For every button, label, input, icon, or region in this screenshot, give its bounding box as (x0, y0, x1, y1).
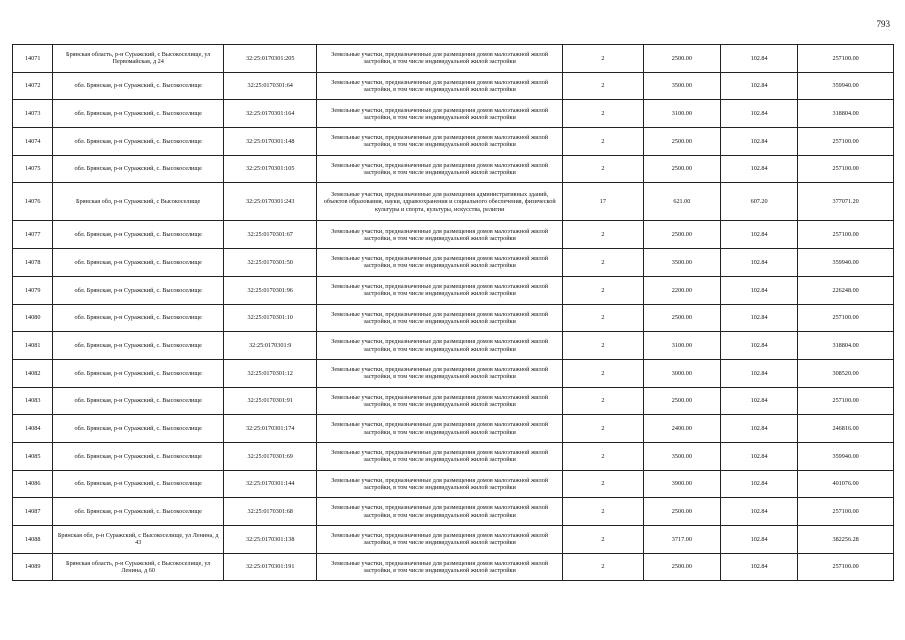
table-row (13, 332, 894, 360)
cadastral-value-cell: 257100.00 (798, 304, 894, 332)
row-id-cell: 14083 (13, 387, 53, 415)
row-id-cell: 14082 (13, 359, 53, 387)
address-cell: обл. Брянская, р-н Суражский, с. Высокоселище (53, 498, 224, 526)
area-cell: 3500.00 (643, 442, 720, 470)
unit-value-cell: 102.84 (720, 332, 797, 360)
unit-value-cell: 102.84 (720, 359, 797, 387)
use-group-cell: 2 (563, 72, 644, 100)
land-use-cell: Земельные участки, предназначенные для размещения домов малоэтажной жилой застройки, в том числе индивидуальной жилой застройки (317, 100, 563, 128)
land-use-cell: Земельные участки, предназначенные для размещения домов малоэтажной жилой застройки, в том числе индивидуальной жилой застройки (317, 249, 563, 277)
address-cell: обл. Брянская, р-н Суражский, с. Высокоселище (53, 359, 224, 387)
use-group-cell: 2 (563, 221, 644, 249)
cadastral-number-cell: 32:25:0170301:67 (224, 221, 317, 249)
cadastral-number-cell: 32:25:0170301:96 (224, 276, 317, 304)
table-row (13, 221, 894, 249)
unit-value-cell: 102.84 (720, 155, 797, 183)
use-group-cell: 2 (563, 276, 644, 304)
area-cell: 3500.00 (643, 249, 720, 277)
address-cell: обл. Брянская, р-н Суражский, с. Высокоселище (53, 100, 224, 128)
address-cell: обл. Брянская, р-н Суражский, с. Высокоселище (53, 470, 224, 498)
area-cell: 3500.00 (643, 72, 720, 100)
address-cell: обл. Брянская, р-н Суражский, с. Высокоселище (53, 221, 224, 249)
page-number: 793 (876, 19, 890, 29)
address-cell: Брянская обл, р-н Суражский, с Высокоселище, ул Ленина, д 43 (53, 526, 224, 554)
cadastral-value-cell: 308520.00 (798, 359, 894, 387)
cadastral-number-cell: 32:25:0170301:191 (224, 553, 317, 581)
use-group-cell: 2 (563, 470, 644, 498)
row-id-cell: 14077 (13, 221, 53, 249)
cadastral-value-cell: 359940.00 (798, 442, 894, 470)
table-body (13, 45, 894, 581)
cadastral-number-cell: 32:25:0170301:69 (224, 442, 317, 470)
cadastral-number-cell: 32:25:0170301:243 (224, 183, 317, 221)
row-id-cell: 14071 (13, 45, 53, 73)
table-row (13, 128, 894, 156)
cadastral-number-cell: 32:25:0170301:12 (224, 359, 317, 387)
table-row (13, 470, 894, 498)
row-id-cell: 14076 (13, 183, 53, 221)
cadastral-value-cell: 359940.00 (798, 72, 894, 100)
land-use-cell: Земельные участки, предназначенные для размещения домов малоэтажной жилой застройки, в том числе индивидуальной жилой застройки (317, 526, 563, 554)
use-group-cell: 2 (563, 128, 644, 156)
area-cell: 2500.00 (643, 45, 720, 73)
cadastral-value-cell: 257100.00 (798, 45, 894, 73)
land-use-cell: Земельные участки, предназначенные для размещения административных зданий, объектов образования, науки, здравоохранения и социального обеспечения, физической культуры и спорта, культуры, искусства, религии (317, 183, 563, 221)
cadastral-number-cell: 32:25:0170301:91 (224, 387, 317, 415)
area-cell: 2200.00 (643, 276, 720, 304)
address-cell: Брянская обл, р-н Суражский, с Высокоселище (53, 183, 224, 221)
use-group-cell: 2 (563, 359, 644, 387)
table-row (13, 276, 894, 304)
row-id-cell: 14075 (13, 155, 53, 183)
use-group-cell: 2 (563, 100, 644, 128)
address-cell: обл. Брянская, р-н Суражский, с. Высокоселище (53, 249, 224, 277)
land-use-cell: Земельные участки, предназначенные для размещения домов малоэтажной жилой застройки, в том числе индивидуальной жилой застройки (317, 415, 563, 443)
land-use-cell: Земельные участки, предназначенные для размещения домов малоэтажной жилой застройки, в том числе индивидуальной жилой застройки (317, 332, 563, 360)
cadastral-number-cell: 32:25:0170301:10 (224, 304, 317, 332)
row-id-cell: 14086 (13, 470, 53, 498)
cadastral-value-cell: 257100.00 (798, 498, 894, 526)
cadastral-number-cell: 32:25:0170301:148 (224, 128, 317, 156)
row-id-cell: 14078 (13, 249, 53, 277)
cadastral-number-cell: 32:25:0170301:138 (224, 526, 317, 554)
address-cell: Брянская область, р-н Суражский, с Высокоселище, ул Первомайская, д 24 (53, 45, 224, 73)
cadastral-value-cell: 257100.00 (798, 387, 894, 415)
area-cell: 2500.00 (643, 155, 720, 183)
cadastral-value-cell: 377071.20 (798, 183, 894, 221)
area-cell: 2500.00 (643, 498, 720, 526)
use-group-cell: 2 (563, 553, 644, 581)
table-row (13, 72, 894, 100)
area-cell: 621.00 (643, 183, 720, 221)
use-group-cell: 17 (563, 183, 644, 221)
row-id-cell: 14074 (13, 128, 53, 156)
unit-value-cell: 102.84 (720, 526, 797, 554)
table-row (13, 183, 894, 221)
table-row (13, 415, 894, 443)
cadastral-number-cell: 32:25:0170301:68 (224, 498, 317, 526)
land-use-cell: Земельные участки, предназначенные для размещения домов малоэтажной жилой застройки, в том числе индивидуальной жилой застройки (317, 128, 563, 156)
cadastral-number-cell: 32:25:0170301:9 (224, 332, 317, 360)
use-group-cell: 2 (563, 304, 644, 332)
land-use-cell: Земельные участки, предназначенные для размещения домов малоэтажной жилой застройки, в том числе индивидуальной жилой застройки (317, 45, 563, 73)
address-cell: обл. Брянская, р-н Суражский, с. Высокоселище (53, 276, 224, 304)
unit-value-cell: 102.84 (720, 442, 797, 470)
land-use-cell: Земельные участки, предназначенные для размещения домов малоэтажной жилой застройки, в том числе индивидуальной жилой застройки (317, 470, 563, 498)
cadastral-value-cell: 318804.00 (798, 100, 894, 128)
unit-value-cell: 102.84 (720, 100, 797, 128)
row-id-cell: 14079 (13, 276, 53, 304)
area-cell: 3100.00 (643, 332, 720, 360)
area-cell: 3900.00 (643, 470, 720, 498)
cadastral-number-cell: 32:25:0170301:174 (224, 415, 317, 443)
table-row (13, 304, 894, 332)
cadastral-value-table (12, 44, 894, 581)
table-row (13, 498, 894, 526)
land-use-cell: Земельные участки, предназначенные для размещения домов малоэтажной жилой застройки, в том числе индивидуальной жилой застройки (317, 498, 563, 526)
unit-value-cell: 102.84 (720, 387, 797, 415)
unit-value-cell: 102.84 (720, 553, 797, 581)
table-row (13, 387, 894, 415)
address-cell: Брянская область, р-н Суражский, с Высокоселище, ул Ленина, д 60 (53, 553, 224, 581)
cadastral-number-cell: 32:25:0170301:50 (224, 249, 317, 277)
table-row (13, 45, 894, 73)
use-group-cell: 2 (563, 45, 644, 73)
use-group-cell: 2 (563, 387, 644, 415)
land-use-cell: Земельные участки, предназначенные для размещения домов малоэтажной жилой застройки, в том числе индивидуальной жилой застройки (317, 387, 563, 415)
address-cell: обл. Брянская, р-н Суражский, с. Высокоселище (53, 72, 224, 100)
address-cell: обл. Брянская, р-н Суражский, с. Высокоселище (53, 155, 224, 183)
land-use-cell: Земельные участки, предназначенные для размещения домов малоэтажной жилой застройки, в том числе индивидуальной жилой застройки (317, 221, 563, 249)
land-use-cell: Земельные участки, предназначенные для размещения домов малоэтажной жилой застройки, в том числе индивидуальной жилой застройки (317, 72, 563, 100)
cadastral-number-cell: 32:25:0170301:144 (224, 470, 317, 498)
cadastral-value-cell: 257100.00 (798, 155, 894, 183)
address-cell: обл. Брянская, р-н Суражский, с. Высокоселище (53, 304, 224, 332)
unit-value-cell: 102.84 (720, 304, 797, 332)
row-id-cell: 14089 (13, 553, 53, 581)
unit-value-cell: 102.84 (720, 249, 797, 277)
use-group-cell: 2 (563, 249, 644, 277)
area-cell: 3717.00 (643, 526, 720, 554)
cadastral-value-cell: 257100.00 (798, 128, 894, 156)
row-id-cell: 14084 (13, 415, 53, 443)
use-group-cell: 2 (563, 332, 644, 360)
unit-value-cell: 607.20 (720, 183, 797, 221)
cadastral-value-cell: 246816.00 (798, 415, 894, 443)
table-row (13, 249, 894, 277)
cadastral-value-cell: 318804.00 (798, 332, 894, 360)
cadastral-number-cell: 32:25:0170301:205 (224, 45, 317, 73)
area-cell: 2500.00 (643, 387, 720, 415)
unit-value-cell: 102.84 (720, 128, 797, 156)
area-cell: 2500.00 (643, 553, 720, 581)
row-id-cell: 14080 (13, 304, 53, 332)
land-use-cell: Земельные участки, предназначенные для размещения домов малоэтажной жилой застройки, в том числе индивидуальной жилой застройки (317, 276, 563, 304)
cadastral-number-cell: 32:25:0170301:64 (224, 72, 317, 100)
land-use-cell: Земельные участки, предназначенные для размещения домов малоэтажной жилой застройки, в том числе индивидуальной жилой застройки (317, 155, 563, 183)
cadastral-value-cell: 401076.00 (798, 470, 894, 498)
use-group-cell: 2 (563, 155, 644, 183)
table-row (13, 553, 894, 581)
address-cell: обл. Брянская, р-н Суражский, с. Высокоселище (53, 387, 224, 415)
unit-value-cell: 102.84 (720, 45, 797, 73)
cadastral-value-cell: 382256.28 (798, 526, 894, 554)
land-use-cell: Земельные участки, предназначенные для размещения домов малоэтажной жилой застройки, в том числе индивидуальной жилой застройки (317, 359, 563, 387)
use-group-cell: 2 (563, 415, 644, 443)
table-row (13, 526, 894, 554)
land-use-cell: Земельные участки, предназначенные для размещения домов малоэтажной жилой застройки, в том числе индивидуальной жилой застройки (317, 304, 563, 332)
unit-value-cell: 102.84 (720, 498, 797, 526)
area-cell: 3000.00 (643, 359, 720, 387)
address-cell: обл. Брянская, р-н Суражский, с. Высокоселище (53, 332, 224, 360)
use-group-cell: 2 (563, 526, 644, 554)
use-group-cell: 2 (563, 498, 644, 526)
row-id-cell: 14088 (13, 526, 53, 554)
cadastral-number-cell: 32:25:0170301:164 (224, 100, 317, 128)
cadastral-value-cell: 257100.00 (798, 553, 894, 581)
unit-value-cell: 102.84 (720, 415, 797, 443)
unit-value-cell: 102.84 (720, 276, 797, 304)
unit-value-cell: 102.84 (720, 470, 797, 498)
unit-value-cell: 102.84 (720, 72, 797, 100)
area-cell: 2500.00 (643, 221, 720, 249)
row-id-cell: 14087 (13, 498, 53, 526)
area-cell: 3100.00 (643, 100, 720, 128)
table-row (13, 442, 894, 470)
land-use-cell: Земельные участки, предназначенные для размещения домов малоэтажной жилой застройки, в том числе индивидуальной жилой застройки (317, 442, 563, 470)
address-cell: обл. Брянская, р-н Суражский, с. Высокоселище (53, 442, 224, 470)
row-id-cell: 14072 (13, 72, 53, 100)
table-row (13, 100, 894, 128)
area-cell: 2500.00 (643, 304, 720, 332)
row-id-cell: 14085 (13, 442, 53, 470)
table-row (13, 155, 894, 183)
land-use-cell: Земельные участки, предназначенные для размещения домов малоэтажной жилой застройки, в том числе индивидуальной жилой застройки (317, 553, 563, 581)
unit-value-cell: 102.84 (720, 221, 797, 249)
cadastral-value-cell: 257100.00 (798, 221, 894, 249)
cadastral-value-cell: 359940.00 (798, 249, 894, 277)
area-cell: 2400.00 (643, 415, 720, 443)
address-cell: обл. Брянская, р-н Суражский, с. Высокоселище (53, 415, 224, 443)
table-row (13, 359, 894, 387)
address-cell: обл. Брянская, р-н Суражский, с. Высокоселище (53, 128, 224, 156)
row-id-cell: 14073 (13, 100, 53, 128)
row-id-cell: 14081 (13, 332, 53, 360)
area-cell: 2500.00 (643, 128, 720, 156)
cadastral-number-cell: 32:25:0170301:105 (224, 155, 317, 183)
use-group-cell: 2 (563, 442, 644, 470)
cadastral-value-cell: 226248.00 (798, 276, 894, 304)
